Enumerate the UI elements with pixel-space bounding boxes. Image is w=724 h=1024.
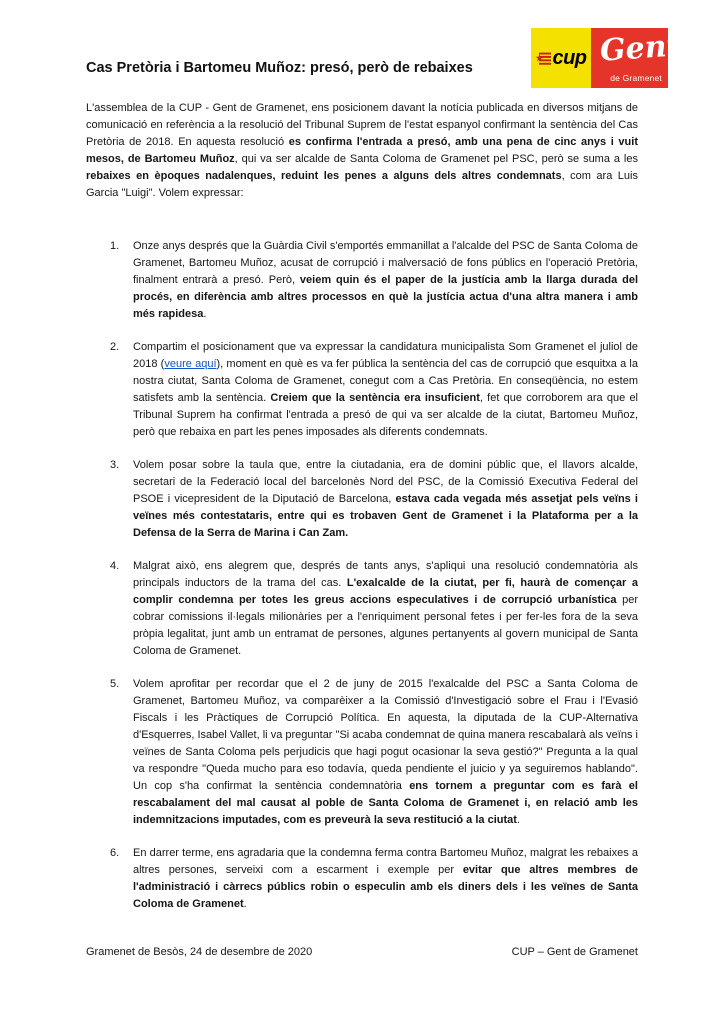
- text-run: Compartim el posicionament que va expressar la candidatura municipalista Som Gramenet el juliol de 2018 (: [133, 341, 638, 370]
- footer-signature: CUP – Gent de Gramenet: [511, 946, 638, 958]
- bold-text-run: L'exalcalde de la ciutat, per fi, haurà de començar a complir condemna per totes les greus accions especulatives i de corrupció urbanística: [133, 577, 638, 606]
- statement-list: [86, 238, 638, 913]
- gent-logo-box: [591, 28, 682, 88]
- text-run: ), moment en què es va fer pública la sentència del cas de corrupció que esquitxa a la nostra ciutat, Santa Coloma de Gramenet, conegut com a Cas Pretòria. En conseqüència, no estem satisfets amb la sentència.: [133, 358, 638, 404]
- bold-text-run: rebaixes en èpoques nadalenques, reduint les penes a alguns dels altres condemnats: [86, 170, 562, 182]
- intro-paragraph: [86, 100, 638, 202]
- list-item: [86, 238, 638, 323]
- text-run: per cobrar comissions il·legals milionàries per a l'enriquiment personal fetes i per fer-les fora de la seva pròpia legalitat, junt amb un entramat de persones, algunes pertanyents al govern municipal de Santa Coloma de Gramenet.: [133, 594, 638, 657]
- item-text: [133, 457, 638, 542]
- gent-logo-text: Gent: [598, 28, 682, 69]
- item-number: 3.: [110, 459, 120, 471]
- gent-logo-subtext: de Gramenet: [610, 73, 662, 83]
- text-run: , qui va ser alcalde de Santa Coloma de Gramenet pel PSC, però se suma a les: [234, 153, 638, 165]
- footer-place-date: Gramenet de Besòs, 24 de desembre de 2020: [86, 946, 313, 958]
- bold-text-run: Creiem que la sentència era insuficient: [270, 392, 480, 404]
- text-run: .: [516, 814, 520, 826]
- list-item: [86, 339, 638, 441]
- item-text: [133, 558, 638, 660]
- item-number: 5.: [110, 678, 120, 690]
- list-item: [86, 676, 638, 829]
- text-run: Onze anys després que la Guàrdia Civil s'emportés emmanillat a l'alcalde del PSC de Santa Coloma de Gramenet, Bartomeu Muñoz, acusat de corrupció i malversació de fons públics en l'operació Pretòria, finalment entrarà a presó. Però,: [133, 240, 638, 286]
- list-item: [86, 457, 638, 542]
- bold-text-run: ens tornem a preguntar com es farà el rescabalament del mal causat al poble de Santa Coloma de Gramenet i, en relació amb les indemnitzacions imputades, com es preveurà la seva restitució a la ciutat: [133, 780, 638, 826]
- item-text: [133, 339, 638, 441]
- item-number: 4.: [110, 560, 120, 572]
- text-run: L'assemblea de la CUP - Gent de Gramenet, ens posicionem davant la notícia publicada en diversos mitjans de comunicació en referència a la resolució del Tribunal Suprem de l'estat espanyol confirmant la sentència del Cas Pretòria de 2018. En aquesta resolució: [86, 102, 638, 148]
- cup-logo-box: [531, 28, 591, 88]
- text-run: .: [203, 308, 207, 320]
- cup-gent-logo: [531, 28, 682, 88]
- list-item: [86, 558, 638, 660]
- page-title: Cas Pretòria i Bartomeu Muñoz: presó, però de rebaixes: [86, 60, 473, 76]
- text-run: Volem aprofitar per recordar que el 2 de juny de 2015 l'exalcalde del PSC a Santa Coloma de Gramenet, Bartomeu Muñoz, va comparèixer a la Comissió d'Investigació sobre el Frau i l'Evasió Fiscals i les Pràctiques de Corrupció Política. En aquesta, la diputada de la CUP-Alternativa d'Esquerres, Isabel Vallet, li va preguntar "Si acaba condemnat de quina manera rescabalarà als veïns i veïnes de Santa Coloma pels perjudicis que hagi pogut ocasionar la seva gestió?" Pregunta a la qual va respondre "Queda mucho para eso todavía, queda pendiente el juicio y ya seguiremos hablando". Un cop s'ha confirmat la sentència condemnatòria: [133, 678, 638, 792]
- veure-aqui-link[interactable]: veure aquí: [164, 358, 217, 370]
- document-body: [86, 100, 638, 929]
- item-number: 1.: [110, 240, 120, 252]
- item-text: [133, 845, 638, 913]
- bold-text-run: es confirma l'entrada a presó, amb una pena de cinc anys i vuit mesos, de Bartomeu Muñoz: [86, 136, 638, 165]
- bold-text-run: evitar que altres membres de l'administració i càrrecs públics robin o especulin amb els diners dels i les veïnes de Santa Coloma de Gramenet: [133, 864, 638, 910]
- item-text: [133, 676, 638, 829]
- senyera-flag-icon: [535, 51, 551, 65]
- item-number: 6.: [110, 847, 120, 859]
- text-run: , fet que corroborem ara que el Tribunal Suprem ha confirmat l'entrada a presó de qui va ser alcalde de la ciutat, Bartomeu Muñoz, però que rebaixa en part les penes imposades als diferents condemnats.: [133, 392, 639, 438]
- bold-text-run: estava cada vegada més assetjat pels veïns i veïnes més contestataris, entre qui es trobaven Gent de Gramenet i la Plataforma per a la Defensa de la Serra de Marina i Can Zam.: [133, 493, 638, 539]
- text-run: En darrer terme, ens agradaria que la condemna ferma contra Bartomeu Muñoz, malgrat les rebaixes a altres persones, serveixi com a escarment i exemple per: [133, 847, 638, 876]
- cup-logo-text: cup: [552, 47, 587, 69]
- item-text: [133, 238, 638, 323]
- document-footer: [86, 946, 638, 958]
- text-run: , com ara Luis Garcia "Luigi". Volem expressar:: [86, 170, 638, 199]
- text-run: Malgrat això, ens alegrem que, després de tants anys, s'apliqui una resolució condemnatòria als principals inductors de la trama del cas.: [133, 560, 638, 589]
- list-item: [86, 845, 638, 913]
- bold-text-run: veiem quin és el paper de la justícia amb la llarga durada del procés, en diferència amb altres processos en què la justícia actua d'una altra manera i amb més rapidesa: [133, 274, 638, 320]
- text-run: .: [243, 898, 247, 910]
- item-number: 2.: [110, 341, 120, 353]
- text-run: Volem posar sobre la taula que, entre la ciutadania, era de domini públic que, el llavors alcalde, secretari de la Federació local del barcelonès Nord del PSC, de la Comissió Executiva Federal del PSOE i vicepresident de la Diputació de Barcelona,: [133, 459, 638, 505]
